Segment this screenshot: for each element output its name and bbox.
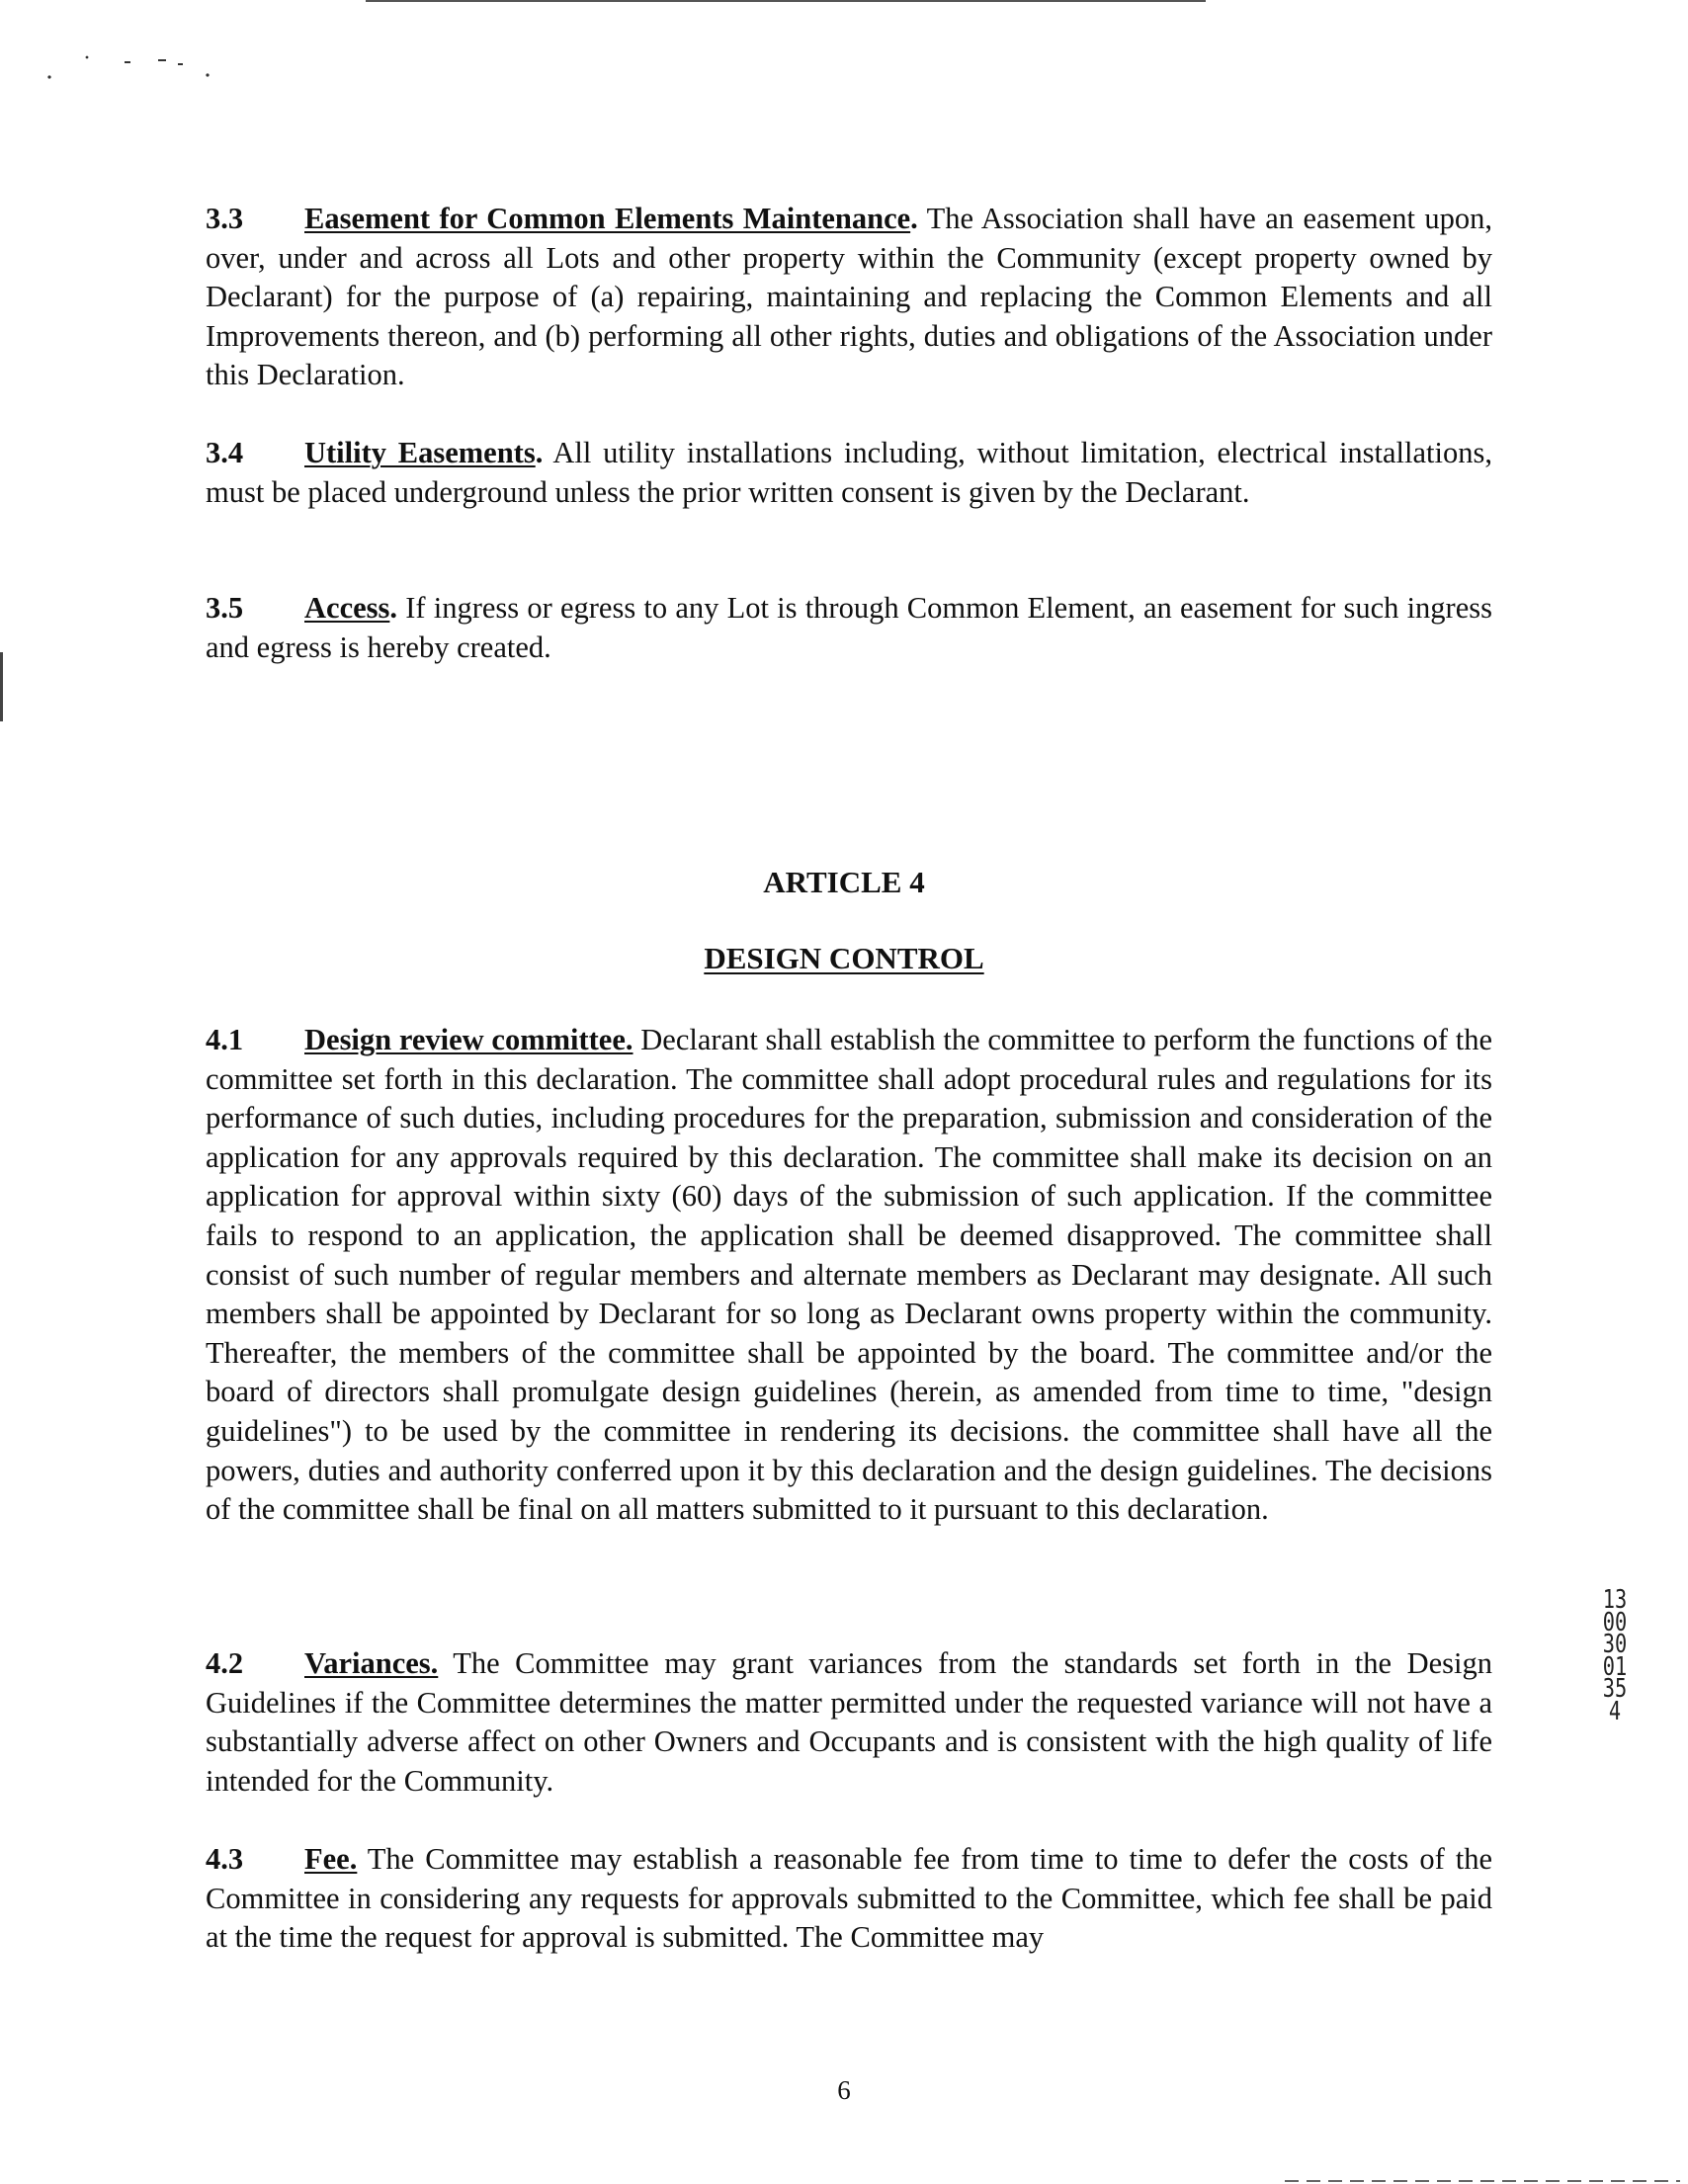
section-title: Variances.	[304, 1646, 439, 1680]
section-title: Fee.	[304, 1842, 358, 1876]
section-number: 4.3	[206, 1842, 244, 1876]
section-body: The Association shall have an easement upon, over, under and across all Lots and other property within the Community (except property owned by Declarant) for the purpose of (a) repairing, maintaining and replacing the Common Elements and all Improvements thereon, and (b) performing all other rights, duties and obligations of the Association under this Declaration.	[206, 202, 1492, 392]
section-title: Easement for Common Elements Maintenance	[304, 202, 911, 235]
section-number: 4.2	[206, 1646, 244, 1680]
article-heading: ARTICLE 4	[763, 865, 925, 899]
section-number: 3.4	[206, 436, 244, 469]
section-title: Design review committee.	[304, 1023, 633, 1056]
section-3-4	[206, 434, 1492, 512]
scan-artifact-bottom-line	[1285, 2180, 1680, 2182]
scan-artifact-specks	[40, 47, 217, 87]
section-number: 4.1	[206, 1023, 244, 1056]
page-number: 6	[837, 2075, 851, 2105]
section-title: Access	[304, 591, 390, 625]
section-body: Declarant shall establish the committee to perform the functions of the committee set forth in this declaration. The committee shall adopt procedural rules and regulations for its performance of such duties, including procedures for the preparation, submission and consideration of the application for any approvals required by this declaration. The committee shall make its decision on an application for approval within sixty (60) days of the submission of such application. If the committee fails to respond to an application, the application shall be deemed disapproved. The committee shall consist of such number of regular members and alternate members as Declarant may designate. All such members shall be appointed by Declarant for so long as Declarant owns property within the community. Thereafter, the members of the committee shall be appointed by the board. The committee and/or the board of directors shall promulgate design guidelines (herein, as amended from time to time, "design guidelines") to be used by the committee in rendering its decisions. the committee shall have all the powers, duties and authority conferred upon it by this declaration and the design guidelines. The decisions of the committee shall be final on all matters submitted to it pursuant to this declaration.	[206, 1023, 1492, 1527]
section-3-3	[206, 200, 1492, 395]
section-body: The Committee may grant variances from the standards set forth in the Design Guidelines if the Committee determines the matter permitted under the requested variance will not have a substantially adverse affect on other Owners and Occupants and is consistent with the high quality of life intended for the Community.	[206, 1646, 1492, 1798]
section-body: If ingress or egress to any Lot is through Common Element, an easement for such ingress and egress is hereby created.	[206, 591, 1492, 664]
section-body: All utility installations including, without limitation, electrical installations, must be placed underground unless the prior written consent is given by the Declarant.	[206, 436, 1492, 509]
article-subheading	[0, 941, 1688, 976]
section-4-1	[206, 1021, 1492, 1530]
section-4-3	[206, 1840, 1492, 1958]
margin-recording-stamp: 130030 01354	[1602, 1585, 1640, 1726]
scan-artifact-left-edge	[0, 652, 3, 721]
section-title-suffix: .	[389, 591, 398, 625]
section-title: Utility Easements	[304, 436, 536, 469]
section-4-2	[206, 1644, 1492, 1801]
section-3-5	[206, 589, 1492, 667]
section-title-suffix: .	[535, 436, 544, 469]
section-body: The Committee may establish a reasonable fee from time to time to defer the costs of the Committee in considering any requests for approvals submitted to the Committee, which fee shall be paid at the time the request for approval is submitted. The Committee may	[206, 1842, 1492, 1955]
article-subheading-text: DESIGN CONTROL	[704, 941, 984, 975]
section-number: 3.3	[206, 202, 244, 235]
scan-artifact-top-line	[366, 0, 1206, 2]
section-number: 3.5	[206, 591, 244, 625]
section-title-suffix: .	[910, 202, 918, 235]
